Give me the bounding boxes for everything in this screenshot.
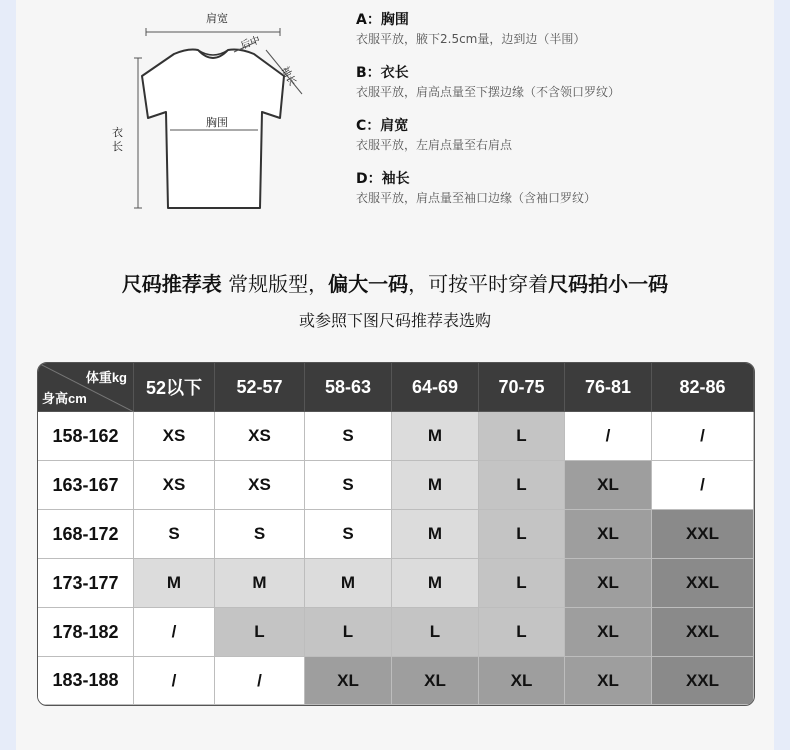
size-chart-heading	[16, 268, 774, 297]
measurement-title: A：胸围	[356, 12, 409, 28]
size-cell: XL	[479, 657, 565, 705]
size-cell: M	[392, 510, 479, 559]
measurement-text: 衣服平放，左肩点量至右肩点	[356, 138, 513, 152]
size-cell: XL	[392, 657, 479, 705]
size-cell: /	[565, 412, 652, 461]
heading-title: 尺码推荐表	[121, 272, 222, 296]
right-border-pattern	[774, 0, 790, 750]
measurement-title: B：衣长	[356, 65, 409, 81]
size-cell: /	[134, 608, 215, 657]
measurement-item	[356, 169, 756, 222]
heading-oversize: 偏大一码	[328, 272, 409, 296]
size-cell: M	[305, 559, 392, 608]
size-cell: L	[479, 461, 565, 510]
size-cell: /	[652, 461, 754, 510]
measurement-text: 衣服平放，腋下2.5cm量，边到边（半围）	[356, 32, 586, 46]
height-row-header: 163-167	[38, 461, 134, 510]
height-row-header: 168-172	[38, 510, 134, 559]
size-cell: S	[305, 412, 392, 461]
size-cell: M	[392, 412, 479, 461]
size-cell: S	[134, 510, 215, 559]
size-cell: M	[392, 559, 479, 608]
size-cell: XL	[565, 510, 652, 559]
chest-label: 胸围	[206, 116, 228, 129]
heading-size-down: 尺码拍小一码	[548, 272, 669, 296]
size-cell: XS	[215, 461, 305, 510]
size-cell: /	[215, 657, 305, 705]
size-cell: L	[479, 412, 565, 461]
size-cell: XS	[134, 412, 215, 461]
weight-axis-label: 体重kg	[85, 370, 127, 385]
size-cell: M	[134, 559, 215, 608]
height-axis-label: 身高cm	[42, 391, 87, 406]
heading-advice: ，可按平时穿着	[408, 272, 549, 296]
measurement-text: 衣服平放，肩点量至袖口边缘（含袖口罗纹）	[356, 191, 597, 205]
size-guide-page	[16, 0, 774, 750]
size-cell: XXL	[652, 657, 754, 705]
size-cell: M	[215, 559, 305, 608]
size-cell: XL	[565, 608, 652, 657]
size-cell: XXL	[652, 510, 754, 559]
size-cell: XXL	[652, 608, 754, 657]
shoulder-label: 肩宽	[206, 12, 228, 25]
measurement-title: D：袖长	[356, 171, 410, 187]
weight-column-header: 64-69	[392, 363, 479, 412]
weight-column-header: 70-75	[479, 363, 565, 412]
size-cell: M	[392, 461, 479, 510]
measurement-item	[356, 10, 756, 63]
height-row-header: 183-188	[38, 657, 134, 705]
measurement-item	[356, 63, 756, 116]
size-cell: L	[479, 608, 565, 657]
length-label: 衣长	[112, 126, 123, 153]
measurement-text: 衣服平放，肩高点量至下摆边缘（不含领口罗纹）	[356, 85, 621, 99]
measurement-descriptions	[356, 10, 756, 222]
measurement-item	[356, 116, 756, 169]
size-cell: S	[305, 510, 392, 559]
size-cell: L	[305, 608, 392, 657]
size-cell: S	[305, 461, 392, 510]
size-cell: L	[215, 608, 305, 657]
height-row-header: 173-177	[38, 559, 134, 608]
size-cell: L	[479, 510, 565, 559]
height-row-header: 158-162	[38, 412, 134, 461]
weight-column-header: 82-86	[652, 363, 754, 412]
left-border-pattern	[0, 0, 16, 750]
size-chart-subheading: 或参照下图尺码推荐表选购	[298, 311, 491, 330]
size-cell: S	[215, 510, 305, 559]
weight-column-header: 52-57	[215, 363, 305, 412]
size-cell: XXL	[652, 559, 754, 608]
size-cell: XL	[565, 461, 652, 510]
size-cell: XS	[215, 412, 305, 461]
size-cell: XL	[305, 657, 392, 705]
weight-column-header: 76-81	[565, 363, 652, 412]
tshirt-diagram	[106, 8, 326, 223]
size-recommendation-table	[37, 362, 755, 706]
measurement-title: C：肩宽	[356, 118, 409, 134]
size-cell: XS	[134, 461, 215, 510]
heading-fit: 常规版型，	[221, 272, 329, 296]
height-row-header: 178-182	[38, 608, 134, 657]
weight-column-header: 58-63	[305, 363, 392, 412]
size-cell: /	[652, 412, 754, 461]
back-center-label: 后中	[239, 34, 262, 52]
size-cell: XL	[565, 657, 652, 705]
size-cell: /	[134, 657, 215, 705]
size-cell: L	[479, 559, 565, 608]
size-cell: XL	[565, 559, 652, 608]
size-cell: L	[392, 608, 479, 657]
sleeve-label: 袖长	[278, 65, 298, 88]
weight-column-header: 52以下	[134, 363, 215, 412]
table-corner-header	[38, 363, 134, 412]
